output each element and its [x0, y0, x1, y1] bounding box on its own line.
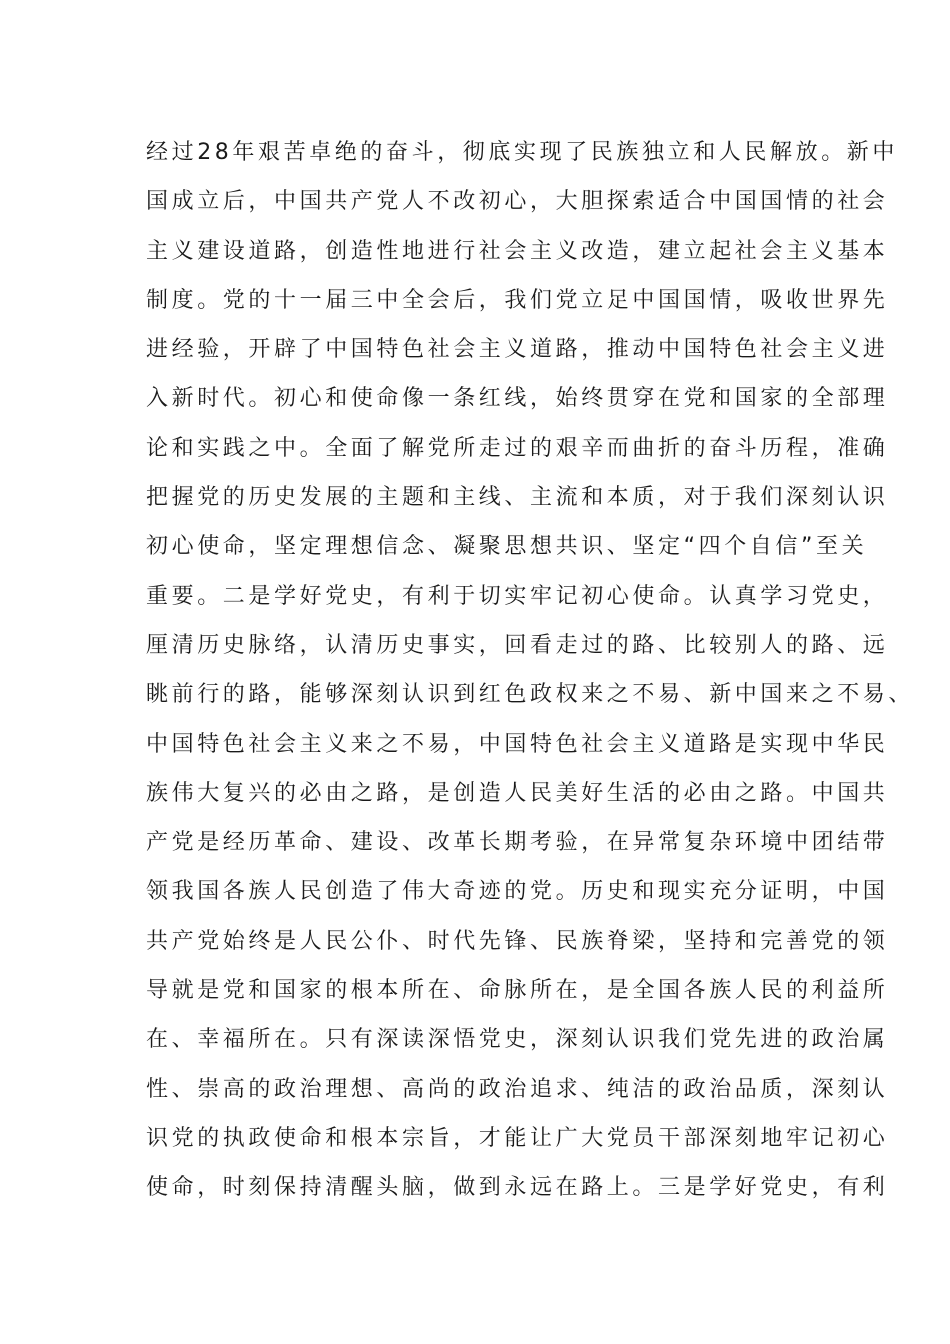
text-line: 领我国各族人民创造了伟大奇迹的党。历史和现实充分证明，中国 — [146, 879, 889, 905]
text-line: 性、崇高的政治理想、高尚的政治追求、纯洁的政治品质，深刻认 — [146, 1076, 889, 1102]
text-line: 论和实践之中。全面了解党所走过的艰辛而曲折的奋斗历程，准确 — [146, 435, 889, 461]
text-line: 使命，时刻保持清醒头脑，做到永远在路上。三是学好党史，有利 — [146, 1175, 889, 1201]
text-line: 识党的执政使命和根本宗旨，才能让广大党员干部深刻地牢记初心 — [146, 1125, 889, 1151]
text-line: 眺前行的路，能够深刻认识到红色政权来之不易、新中国来之不易、 — [146, 682, 915, 708]
text-line: 把握党的历史发展的主题和主线、主流和本质，对于我们深刻认识 — [146, 485, 889, 511]
text-line: 入新时代。初心和使命像一条红线，始终贯穿在党和国家的全部理 — [146, 386, 889, 412]
text-line: 进经验，开辟了中国特色社会主义道路，推动中国特色社会主义进 — [146, 337, 889, 363]
text-line: 国成立后，中国共产党人不改初心，大胆探索适合中国国情的社会 — [146, 189, 889, 215]
text-line: 厘清历史脉络，认清历史事实，回看走过的路、比较别人的路、远 — [146, 632, 889, 658]
text-line: 主义建设道路，创造性地进行社会主义改造，建立起社会主义基本 — [146, 238, 889, 264]
text-line: 制度。党的十一届三中全会后，我们党立足中国国情，吸收世界先 — [146, 287, 889, 313]
text-line: 在、幸福所在。只有深读深悟党史，深刻认识我们党先进的政治属 — [146, 1027, 889, 1053]
text-line: 初心使命，坚定理想信念、凝聚思想共识、坚定“四个自信”至关 — [146, 534, 868, 560]
text-line: 共产党始终是人民公仆、时代先锋、民族脊梁，坚持和完善党的领 — [146, 928, 889, 954]
text-line: 族伟大复兴的必由之路，是创造人民美好生活的必由之路。中国共 — [146, 780, 889, 806]
text-line: 导就是党和国家的根本所在、命脉所在，是全国各族人民的利益所 — [146, 978, 889, 1004]
text-line: 中国特色社会主义来之不易，中国特色社会主义道路是实现中华民 — [146, 731, 889, 757]
body-paragraph — [146, 128, 915, 1213]
text-line: 重要。二是学好党史，有利于切实牢记初心使命。认真学习党史， — [146, 583, 889, 609]
text-line: 产党是经历革命、建设、改革长期考验，在异常复杂环境中团结带 — [146, 830, 889, 856]
text-line: 经过28年艰苦卓绝的奋斗，彻底实现了民族独立和人民解放。新中 — [146, 140, 898, 165]
